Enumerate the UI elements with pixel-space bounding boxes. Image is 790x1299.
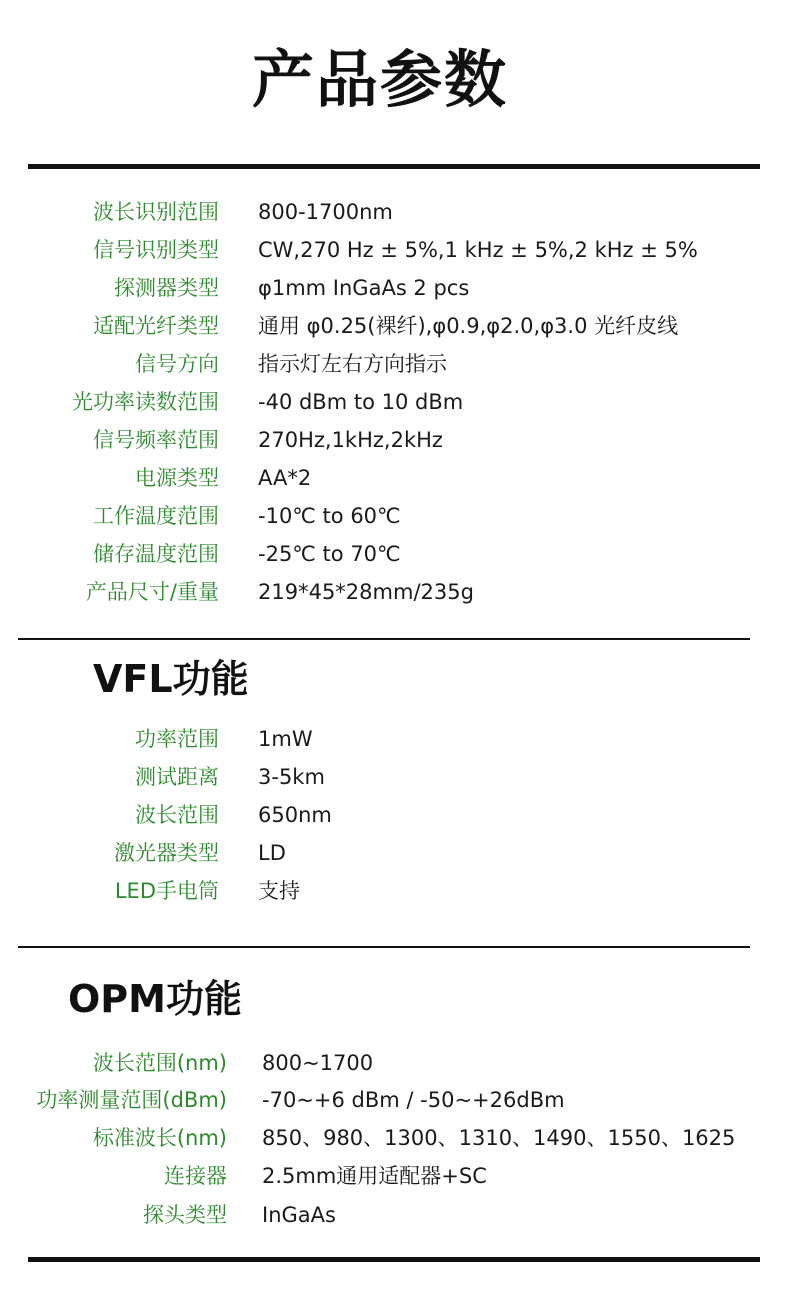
- spec-label: 工作温度范围: [93, 504, 219, 528]
- spec-label: 激光器类型: [114, 841, 219, 865]
- vfl-section-title: VFL功能: [93, 657, 249, 701]
- spec-value: 270Hz,1kHz,2kHz: [258, 428, 443, 452]
- spec-row-frequency-range: [0, 422, 790, 458]
- top-divider: [28, 164, 760, 169]
- spec-label: LED手电筒: [114, 879, 219, 903]
- spec-row-signal-direction: [0, 346, 790, 382]
- spec-row-vfl-power: [0, 721, 790, 757]
- spec-value: 支持: [258, 879, 300, 903]
- spec-value: -25℃ to 70℃: [258, 542, 401, 566]
- spec-row-signal-type: [0, 232, 790, 268]
- spec-row-vfl-laser-type: [0, 835, 790, 871]
- spec-label: 波长范围: [135, 803, 219, 827]
- spec-value: 1mW: [258, 727, 313, 751]
- spec-label: 功率范围: [135, 727, 219, 751]
- spec-value: LD: [258, 841, 286, 865]
- spec-label: 波长识别范围: [93, 200, 219, 224]
- vfl-divider: [18, 638, 750, 640]
- opm-section-title: OPM功能: [68, 977, 242, 1021]
- spec-row-vfl-distance: [0, 759, 790, 795]
- spec-row-wavelength-range: [0, 194, 790, 230]
- spec-value: 2.5mm通用适配器+SC: [262, 1164, 487, 1188]
- spec-label: 信号方向: [135, 352, 219, 376]
- spec-value: -10℃ to 60℃: [258, 504, 401, 528]
- spec-label: 功率测量范围(dBm): [36, 1088, 227, 1112]
- spec-row-fiber-type: [0, 308, 790, 344]
- spec-row-operating-temperature: [0, 498, 790, 534]
- spec-value: -70~+6 dBm / -50~+26dBm: [262, 1088, 565, 1112]
- spec-row-opm-wavelength: [0, 1045, 790, 1081]
- spec-row-power-reading-range: [0, 384, 790, 420]
- spec-label: 测试距离: [135, 765, 219, 789]
- spec-value: 650nm: [258, 803, 332, 827]
- spec-label: 标准波长(nm): [92, 1126, 227, 1150]
- spec-label: 产品尺寸/重量: [85, 580, 219, 604]
- spec-label: 连接器: [164, 1164, 227, 1188]
- page-title: 产品参数: [251, 43, 508, 116]
- spec-value: InGaAs: [262, 1203, 336, 1227]
- spec-row-storage-temperature: [0, 536, 790, 572]
- spec-value: 指示灯左右方向指示: [258, 352, 447, 376]
- spec-label: 储存温度范围: [93, 542, 219, 566]
- spec-row-opm-connector: [0, 1158, 790, 1194]
- spec-label: 信号识别类型: [93, 238, 219, 262]
- spec-label: 电源类型: [135, 466, 219, 490]
- spec-value: 3-5km: [258, 765, 325, 789]
- spec-row-size-weight: [0, 574, 790, 610]
- spec-label: 探测器类型: [114, 276, 219, 300]
- spec-row-opm-standard-wavelength: [0, 1120, 790, 1156]
- spec-row-vfl-wavelength: [0, 797, 790, 833]
- spec-label: 波长范围(nm): [92, 1051, 227, 1075]
- bottom-divider: [28, 1257, 760, 1262]
- spec-label: 信号频率范围: [93, 428, 219, 452]
- spec-row-vfl-flashlight: [0, 873, 790, 909]
- spec-row-power-type: [0, 460, 790, 496]
- spec-label: 光功率读数范围: [72, 390, 219, 414]
- spec-row-detector-type: [0, 270, 790, 306]
- spec-value: CW,270 Hz ± 5%,1 kHz ± 5%,2 kHz ± 5%: [258, 238, 698, 262]
- spec-label: 适配光纤类型: [93, 314, 219, 338]
- spec-value: -40 dBm to 10 dBm: [258, 390, 464, 414]
- spec-value: 219*45*28mm/235g: [258, 580, 474, 604]
- spec-value: φ1mm InGaAs 2 pcs: [258, 276, 470, 300]
- spec-row-opm-power-range: [0, 1082, 790, 1118]
- spec-value: 850、980、1300、1310、1490、1550、1625: [262, 1126, 736, 1150]
- spec-value: 通用 φ0.25(裸纤),φ0.9,φ2.0,φ3.0 光纤皮线: [258, 314, 679, 338]
- opm-divider: [18, 946, 750, 948]
- spec-row-opm-probe-type: [0, 1197, 790, 1233]
- spec-value: 800-1700nm: [258, 200, 393, 224]
- spec-label: 探头类型: [143, 1203, 227, 1227]
- spec-value: AA*2: [258, 466, 312, 490]
- spec-value: 800~1700: [262, 1051, 374, 1075]
